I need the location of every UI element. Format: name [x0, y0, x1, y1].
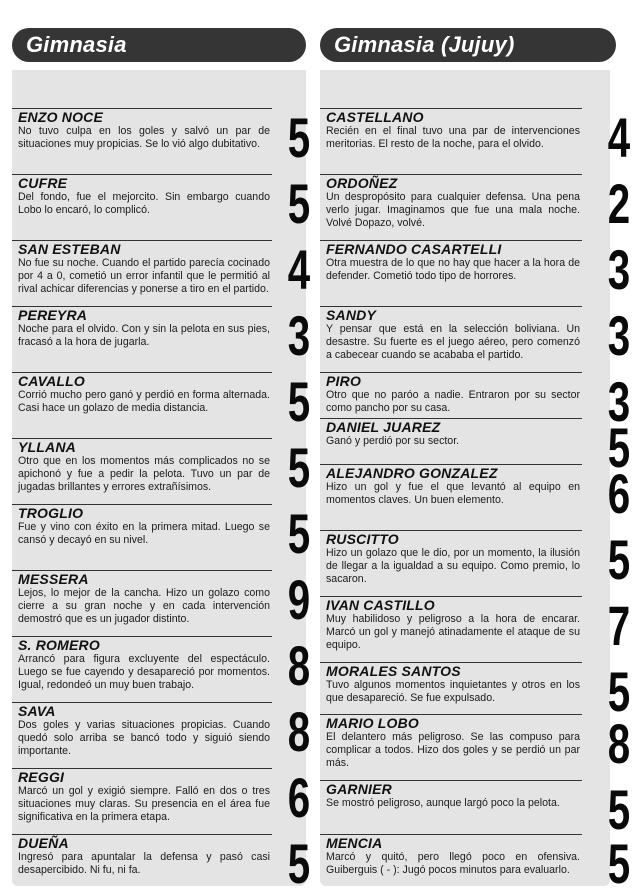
player-name: MESSERA: [12, 570, 272, 587]
right-team-column: [320, 28, 630, 892]
player-rating: [12, 766, 310, 829]
player-score: 5: [607, 832, 630, 892]
player-name: PIRO: [320, 372, 582, 389]
player-score: 2: [607, 172, 630, 235]
player-rating: [12, 502, 310, 565]
player-comment: Marcó un gol y exigió siempre. Falló en dos o tres situaciones muy claras. Su presencia en el área fue significativa en la primera etapa.: [18, 785, 270, 823]
player-rating: [12, 436, 310, 499]
player-comment: Un despropósito para cualquier defensa. Una pena verlo jugar. Imaginamos que fue una mala noche. Volvé Dopazo, volvé.: [326, 191, 580, 229]
player-name: CASTELLANO: [320, 108, 582, 125]
player-comment: Recién en el final tuvo una par de intervenciones meritorias. El resto de la noche, para el olvido.: [326, 125, 580, 150]
player-name: REGGI: [12, 768, 272, 785]
player-comment: Tuvo algunos momentos inquietantes y otros en los que desapareció. Se fue expulsado.: [326, 679, 580, 704]
player-comment: Se mostró peligroso, aunque largó poco la pelota.: [326, 797, 560, 809]
player-comment: Arrancó para figura excluyente del espectáculo. Luego se fue cayendo y desapareció por momentos. Igual, redondeó un muy buen trabajo.: [18, 653, 270, 691]
player-comment: El delantero más peligroso. Se las compuso para complicar a todos. Hizo dos goles y se perdió un par más.: [326, 731, 580, 769]
player-score: 5: [287, 106, 310, 169]
player-rating: [12, 172, 310, 235]
player-name: SAN ESTEBAN: [12, 240, 272, 257]
player-comment: Corrió mucho pero ganó y perdió en forma alternada. Casi hace un golazo de media distancia.: [18, 389, 270, 414]
player-score: 5: [287, 370, 310, 433]
player-rating: [320, 172, 630, 235]
player-score: 6: [607, 462, 630, 525]
player-score: 5: [607, 416, 630, 479]
player-comment: Dos goles y varias situaciones propicias. Cuando quedó solo arriba se bancó todo y siguió siendo importante.: [18, 719, 270, 757]
player-name: YLLANA: [12, 438, 272, 455]
player-rating: [12, 370, 310, 433]
player-rating: [12, 106, 310, 169]
player-comment: Otro que en los momentos más complicados no se apichonó y fue a pedir la pelota. Tuvo un par de jugadas brillantes y errores extrañísimos.: [18, 455, 270, 493]
player-score: 3: [607, 370, 630, 433]
player-rating: [320, 778, 630, 841]
player-comment: No tuvo culpa en los goles y salvó un par de situaciones muy propicias. Se lo vió algo dubitativo.: [18, 125, 270, 150]
player-name: DUEÑA: [12, 834, 272, 851]
player-comment: Lejos, lo mejor de la cancha. Hizo un golazo como cierre a su gran noche y en cada intervención demostró que es un jugador distinto.: [18, 587, 270, 625]
player-rating: [12, 634, 310, 697]
player-comment: Fue y vino con éxito en la primera mitad. Luego se cansó y decayó en su nivel.: [18, 521, 270, 546]
player-comment: Muy habilidoso y peligroso a la hora de encarar. Marcó un gol y manejó atinadamente el ataque de su equipo.: [326, 613, 580, 651]
player-name: FERNANDO CASARTELLI: [320, 240, 582, 257]
player-name: SAVA: [12, 702, 272, 719]
player-comment: Ganó y perdió por su sector.: [326, 435, 460, 447]
player-name: ENZO NOCE: [12, 108, 272, 125]
player-score: 5: [287, 436, 310, 499]
player-name: RUSCITTO: [320, 530, 582, 547]
player-score: 4: [607, 106, 630, 169]
player-comment: Noche para el olvido. Con y sin la pelota en sus pies, fracasó a la hora de jugarla.: [18, 323, 270, 348]
player-score: 5: [607, 660, 630, 723]
player-rating: [12, 568, 310, 631]
player-score: 3: [607, 304, 630, 367]
player-comment: Marcó y quitó, pero llegó poco en ofensiva. Guiberguis ( - ): Jugó pocos minutos para evaluarlo.: [326, 851, 580, 876]
player-score: 8: [287, 634, 310, 697]
player-name: ORDOÑEZ: [320, 174, 582, 191]
player-score: 5: [287, 832, 310, 892]
player-comment: No fue su noche. Cuando el partido parecía cocinado por 4 a 0, cometió un error infantil que le permitió al rival achicar diferencias y ponerse a tiro en el partido.: [18, 257, 270, 295]
player-name: GARNIER: [320, 780, 582, 797]
player-score: 8: [287, 700, 310, 763]
player-rating: [320, 594, 630, 657]
left-team-column: [12, 28, 310, 892]
player-score: 3: [607, 238, 630, 301]
player-name: IVAN CASTILLO: [320, 596, 582, 613]
player-name: SANDY: [320, 306, 582, 323]
player-comment: Del fondo, fue el mejorcito. Sin embargo cuando Lobo lo encaró, lo complicó.: [18, 191, 270, 216]
right-team-title: Gimnasia (Jujuy): [320, 28, 616, 62]
player-rating: [12, 238, 310, 301]
player-score: 5: [607, 778, 630, 841]
player-rating: [12, 832, 310, 892]
player-name: CUFRE: [12, 174, 272, 191]
player-score: 5: [287, 172, 310, 235]
player-score: 7: [607, 594, 630, 657]
player-score: 4: [287, 238, 310, 301]
player-comment: Otro que no paróo a nadie. Entraron por su sector como pancho por su casa.: [326, 389, 580, 414]
player-rating: [12, 304, 310, 367]
left-team-title: Gimnasia: [12, 28, 306, 62]
player-score: 5: [607, 528, 630, 591]
player-comment: Hizo un golazo que le dio, por un momento, la ilusión de llegar a la igualdad a su equipo. Como premio, lo sacaron.: [326, 547, 580, 585]
player-name: CAVALLO: [12, 372, 272, 389]
player-name: MORALES SANTOS: [320, 662, 582, 679]
player-name: MARIO LOBO: [320, 714, 582, 731]
player-comment: Otra muestra de lo que no hay que hacer a la hora de defender. Cometió todo tipo de horrores.: [326, 257, 580, 282]
player-rating: [320, 712, 630, 775]
player-rating: [320, 462, 630, 525]
player-name: ALEJANDRO GONZALEZ: [320, 464, 582, 481]
player-name: TROGLIO: [12, 504, 272, 521]
player-name: PEREYRA: [12, 306, 272, 323]
player-score: 5: [287, 502, 310, 565]
player-rating: [12, 700, 310, 763]
player-name: S. ROMERO: [12, 636, 272, 653]
player-score: 6: [287, 766, 310, 829]
player-comment: Y pensar que está en la selección boliviana. Un desastre. Su fuerte es el juego aéreo, pero comenzó a cabecear cuando se acababa el partido.: [326, 323, 580, 361]
player-name: MENCIA: [320, 834, 582, 851]
player-score: 9: [287, 568, 310, 631]
player-comment: Hizo un gol y fue el que levantó al equipo en momentos claves. Un buen elemento.: [326, 481, 580, 506]
player-rating: [320, 238, 630, 301]
player-score: 3: [287, 304, 310, 367]
player-rating: [320, 832, 630, 892]
player-rating: [320, 106, 630, 169]
player-rating: [320, 528, 630, 591]
player-comment: Ingresó para apuntalar la defensa y pasó casi desapercibido. Ni fu, ni fa.: [18, 851, 270, 876]
player-rating: [320, 304, 630, 367]
player-score: 8: [607, 712, 630, 775]
player-name: DANIEL JUAREZ: [320, 418, 582, 435]
